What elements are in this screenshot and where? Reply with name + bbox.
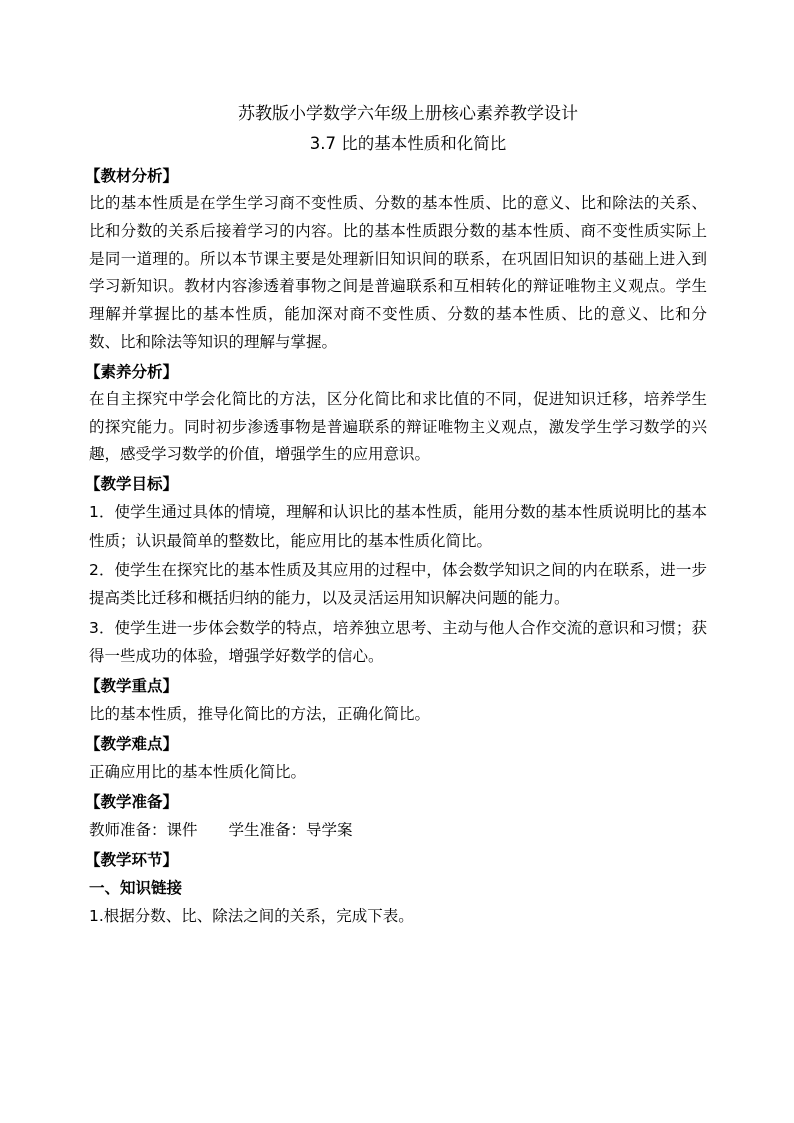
heading-key-points: 【教学重点】 — [85, 676, 179, 695]
heading-objectives: 【教学目标】 — [85, 475, 179, 494]
textbook-analysis-text: 比的基本性质是在学生学习商不变性质、分数的基本性质、比的意义、比和除法的关系、比和分数的关系后接着学习的内容。比的基本性质跟分数的基本性质、商不变性质实际上是同一道理的。所以本节课主要是处理新旧知识间的联系，在巩固旧知识的基础上进入到学习新知识。教材内容渗透着事物之间是普遍联系和互相转化的辩证唯物主义观点。学生理解并掌握比的基本性质，能加深对商不变性质、分数的基本性质、比的意义、比和分数、比和除法等知识的理解与掌握。 — [89, 194, 707, 351]
heading-literacy-analysis: 【素养分析】 — [85, 362, 179, 381]
step-heading: 一、知识链接 — [89, 878, 183, 897]
heading-process: 【教学环节】 — [85, 850, 179, 869]
heading-difficulties: 【教学难点】 — [85, 734, 179, 753]
difficulties-text: 正确应用比的基本性质化简比。 — [89, 762, 307, 781]
preparation-text: 教师准备：课件 学生准备：导学案 — [89, 820, 353, 839]
key-points-text: 比的基本性质，推导化简比的方法，正确化简比。 — [89, 704, 431, 723]
document-page — [85, 100, 707, 932]
lesson-title: 3.7 比的基本性质和化简比 — [309, 134, 507, 153]
objective-item: 1．使学生通过具体的情境，理解和认识比的基本性质，能用分数的基本性质说明比的基本性质；认识最简单的整数比，能应用比的基本性质化简比。 — [89, 503, 707, 550]
literacy-analysis-text: 在自主探究中学会化简比的方法，区分化简比和求比值的不同，促进知识迁移，培养学生的探究能力。同时初步渗透事物是普遍联系的辩证唯物主义观点，激发学生学习数学的兴趣，感受学习数学的价值，增强学生的应用意识。 — [89, 389, 707, 464]
objective-item: 2．使学生在探究比的基本性质及其应用的过程中，体会数学知识之间的内在联系，进一步提高类比迁移和概括归纳的能力，以及灵活运用知识解决问题的能力。 — [89, 560, 707, 608]
objective-item: 3．使学生进一步体会数学的特点，培养独立思考、主动与他人合作交流的意识和习惯；获得一些成功的体验，增强学好数学的信心。 — [89, 618, 707, 666]
document-title: 苏教版小学数学六年级上册核心素养教学设计 — [238, 104, 578, 124]
heading-textbook-analysis: 【教材分析】 — [85, 167, 179, 185]
heading-preparation: 【教学准备】 — [85, 792, 179, 811]
step-item: 1.根据分数、比、除法之间的关系，完成下表。 — [89, 906, 414, 925]
